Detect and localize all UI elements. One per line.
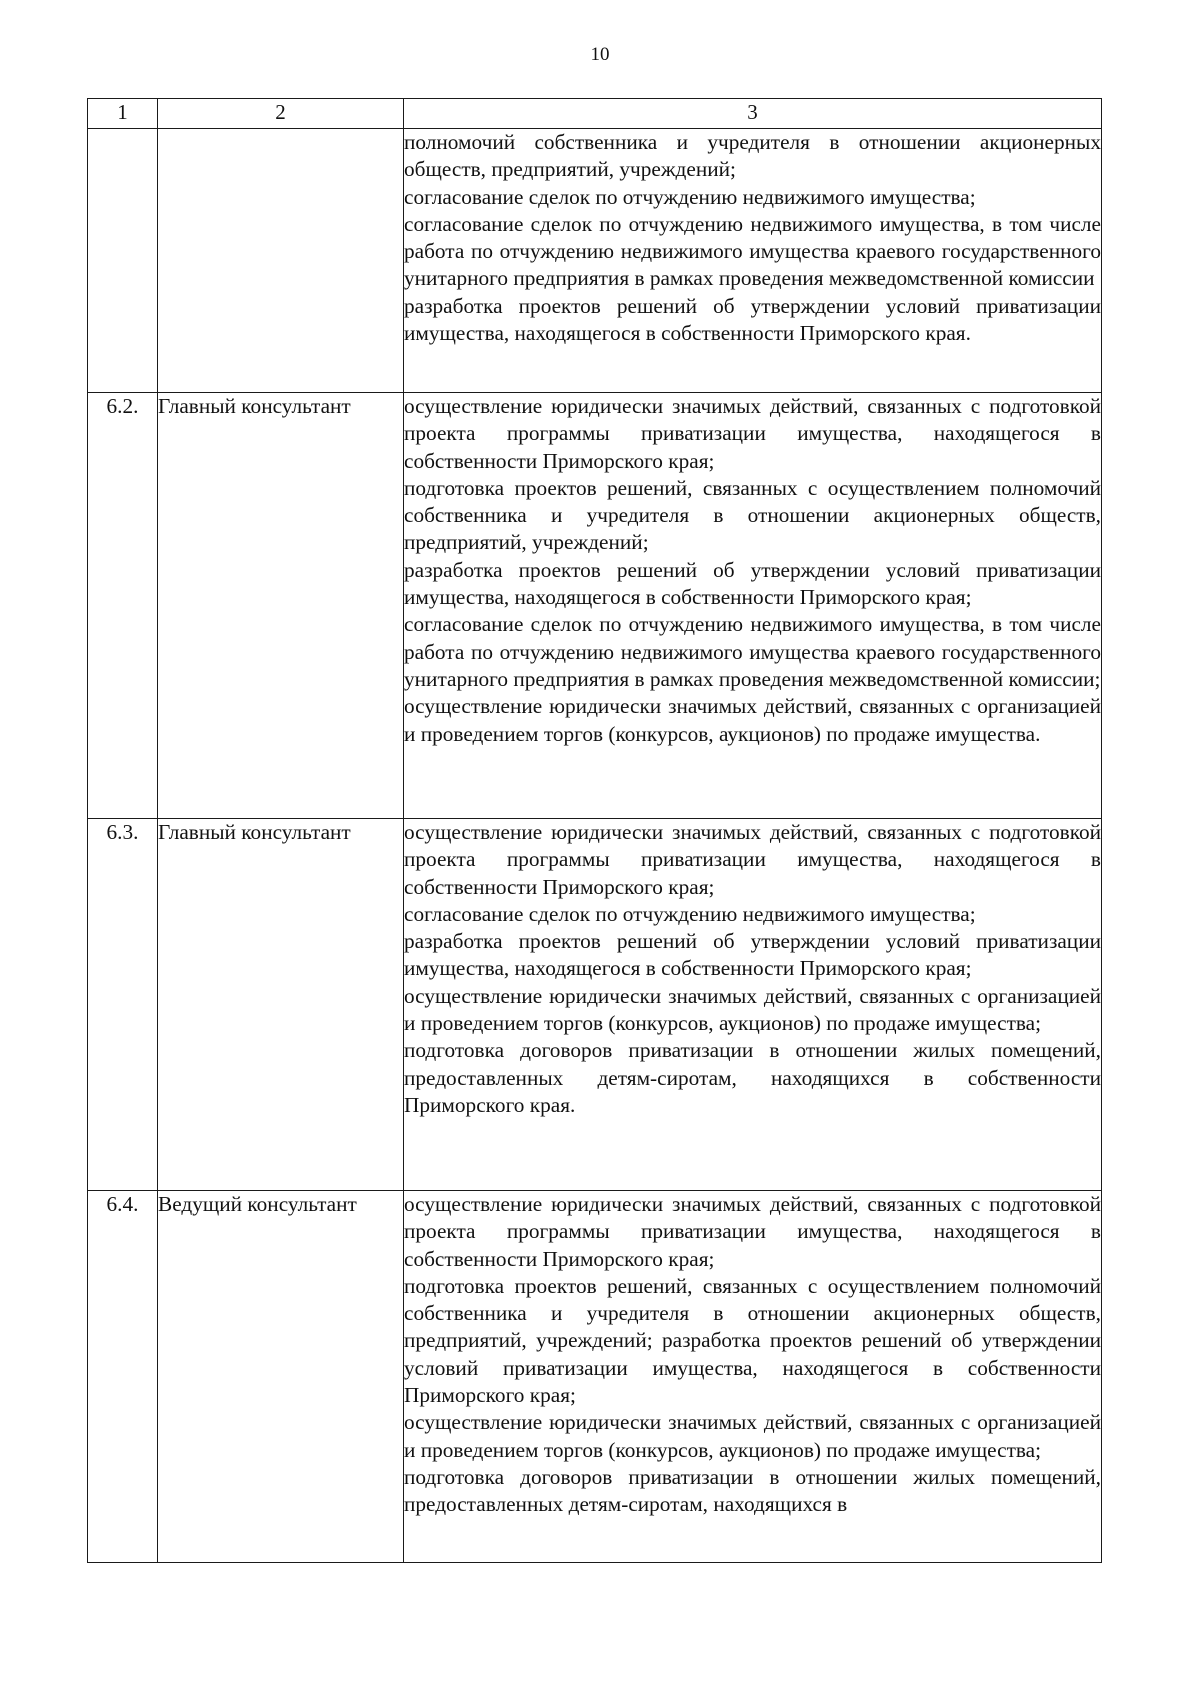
duty-item: разработка проектов решений об утверждении условий приватизации имущества, находящегося в собственности Приморского края. (404, 293, 1101, 346)
duty-item: подготовка договоров приватизации в отношении жилых помещений, предоставленных детям-сиротам, находящихся в собственности Приморского края. (404, 1038, 1101, 1117)
duty-item: согласование сделок по отчуждению недвижимого имущества, в том числе работа по отчуждению недвижимого имущества краевого государственного унитарного предприятия в рамках проведения межведомственной комиссии; (404, 612, 1101, 691)
header-row (88, 99, 1102, 129)
duties-table (87, 98, 1102, 1563)
duties-text (404, 1191, 1102, 1563)
duty-item: осуществление юридически значимых действий, связанных с организацией и проведением торгов (конкурсов, аукционов) по продаже имущества; (404, 1410, 1101, 1462)
duties-text (404, 819, 1102, 1191)
duties-text (404, 129, 1102, 393)
position-title: Главный консультант (158, 393, 404, 819)
duty-item: подготовка договоров приватизации в отношении жилых помещений, предоставленных детям-сиротам, находящихся в (404, 1464, 1101, 1517)
duty-item: согласование сделок по отчуждению недвижимого имущества; (404, 184, 976, 209)
duty-item: разработка проектов решений об утверждении условий приватизации имущества, находящегося в собственности Приморского края; (404, 557, 1101, 610)
column-header-1: 1 (88, 99, 158, 129)
duty-item: осуществление юридически значимых действий, связанных с организацией и проведением торгов (конкурсов, аукционов) по продаже имущества; (404, 983, 1101, 1036)
duty-item: осуществление юридически значимых действий, связанных с подготовкой проекта программы приватизации имущества, находящегося в собственности Приморского края; (404, 1192, 1101, 1271)
row-number: 6.4. (88, 1191, 158, 1563)
duty-item: осуществление юридически значимых действий, связанных с подготовкой проекта программы приватизации имущества, находящегося в собственности Приморского края; (404, 820, 1101, 899)
duty-item: подготовка проектов решений, связанных с осуществлением полномочий собственника и учредителя в отношении акционерных обществ, предприятий, учреждений; (404, 475, 1101, 555)
table-row (88, 129, 1102, 393)
duties-text (404, 393, 1102, 819)
table-row (88, 1191, 1102, 1563)
column-header-2: 2 (158, 99, 404, 129)
table-row (88, 393, 1102, 819)
row-number (88, 129, 158, 393)
duty-item: полномочий собственника и учредителя в отношении акционерных обществ, предприятий, учреждений; (404, 130, 1101, 182)
page-number: 10 (590, 44, 610, 65)
position-title: Главный консультант (158, 819, 404, 1191)
position-title: Ведущий консультант (158, 1191, 404, 1563)
duty-item: осуществление юридически значимых действий, связанных с подготовкой проекта программы приватизации имущества, находящегося в собственности Приморского края; (404, 394, 1101, 473)
row-number: 6.2. (88, 393, 158, 819)
table-header (88, 99, 1102, 129)
table-row (88, 819, 1102, 1191)
duty-item: осуществление юридически значимых действий, связанных с организацией и проведением торгов (конкурсов, аукционов) по продаже имущества. (404, 694, 1101, 746)
duty-item: разработка проектов решений об утверждении условий приватизации имущества, находящегося в собственности Приморского края; (404, 929, 1101, 981)
duty-item: согласование сделок по отчуждению недвижимого имущества; (404, 901, 976, 926)
duty-item: подготовка проектов решений, связанных с осуществлением полномочий собственника и учредителя в отношении акционерных обществ, предприятий, учреждений; разработка проектов решений об утверждении условий приватизации имущества, находящегося в собственности Приморского края; (404, 1273, 1101, 1408)
duty-item: согласование сделок по отчуждению недвижимого имущества, в том числе работа по отчуждению недвижимого имущества краевого государственного унитарного предприятия в рамках проведения межведомственной комиссии (404, 211, 1101, 291)
position-title (158, 129, 404, 393)
row-number: 6.3. (88, 819, 158, 1191)
column-header-3: 3 (404, 99, 1102, 129)
